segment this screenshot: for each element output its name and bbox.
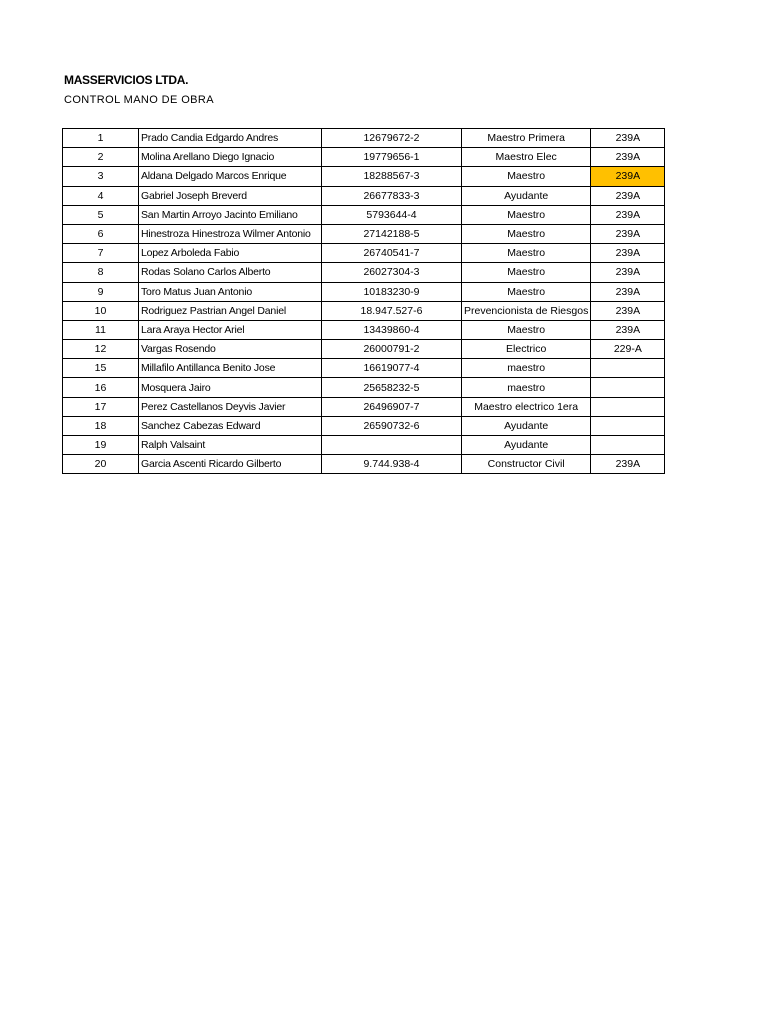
cell-number: 8	[63, 263, 139, 282]
cell-number: 7	[63, 244, 139, 263]
cell-worker-name: Millafilo Antillanca Benito Jose	[139, 359, 322, 378]
cell-rut: 26496907-7	[322, 397, 462, 416]
cell-number: 12	[63, 340, 139, 359]
cell-role: Maestro	[462, 320, 591, 339]
cell-worker-name: Molina Arellano Diego Ignacio	[139, 148, 322, 167]
cell-role: Electrico	[462, 340, 591, 359]
table-row	[63, 205, 665, 224]
cell-role: Maestro	[462, 224, 591, 243]
cell-worker-name: Lopez Arboleda Fabio	[139, 244, 322, 263]
table-row	[63, 186, 665, 205]
cell-code: 239A	[591, 186, 665, 205]
cell-rut: 26027304-3	[322, 263, 462, 282]
cell-rut: 27142188-5	[322, 224, 462, 243]
cell-role: Ayudante	[462, 436, 591, 455]
cell-role: Maestro	[462, 167, 591, 186]
cell-worker-name: Ralph Valsaint	[139, 436, 322, 455]
table-row	[63, 340, 665, 359]
cell-number: 5	[63, 205, 139, 224]
cell-rut: 12679672-2	[322, 129, 462, 148]
cell-worker-name: Rodas Solano Carlos Alberto	[139, 263, 322, 282]
cell-rut: 13439860-4	[322, 320, 462, 339]
cell-worker-name: Gabriel Joseph Breverd	[139, 186, 322, 205]
cell-code	[591, 436, 665, 455]
cell-number: 6	[63, 224, 139, 243]
cell-role: Maestro	[462, 244, 591, 263]
cell-code: 239A	[591, 455, 665, 474]
cell-worker-name: Lara Araya Hector Ariel	[139, 320, 322, 339]
cell-number: 15	[63, 359, 139, 378]
cell-rut: 26590732-6	[322, 416, 462, 435]
cell-worker-name: Aldana Delgado Marcos Enrique	[139, 167, 322, 186]
sheet-subtitle: CONTROL MANO DE OBRA	[64, 94, 214, 106]
cell-number: 9	[63, 282, 139, 301]
cell-rut: 26740541-7	[322, 244, 462, 263]
cell-rut: 10183230-9	[322, 282, 462, 301]
company-name: MASSERVICIOS LTDA.	[64, 73, 189, 87]
cell-number: 4	[63, 186, 139, 205]
cell-code: 239A	[591, 205, 665, 224]
cell-code: 239A	[591, 263, 665, 282]
cell-code: 239A	[591, 129, 665, 148]
cell-worker-name: Vargas Rosendo	[139, 340, 322, 359]
table-row	[63, 397, 665, 416]
cell-number: 2	[63, 148, 139, 167]
cell-rut: 25658232-5	[322, 378, 462, 397]
cell-number: 20	[63, 455, 139, 474]
cell-code	[591, 378, 665, 397]
cell-worker-name: Garcia Ascenti Ricardo Gilberto	[139, 455, 322, 474]
table-row	[63, 148, 665, 167]
cell-number: 16	[63, 378, 139, 397]
table-row	[63, 436, 665, 455]
cell-rut: 9.744.938-4	[322, 455, 462, 474]
cell-number: 1	[63, 129, 139, 148]
table-row	[63, 359, 665, 378]
cell-role: Ayudante	[462, 186, 591, 205]
cell-rut: 18.947.527-6	[322, 301, 462, 320]
table-row	[63, 378, 665, 397]
cell-rut: 19779656-1	[322, 148, 462, 167]
cell-worker-name: Mosquera Jairo	[139, 378, 322, 397]
cell-role: Ayudante	[462, 416, 591, 435]
cell-rut: 26677833-3	[322, 186, 462, 205]
cell-role: Prevencionista de Riesgos	[462, 301, 591, 320]
cell-rut: 5793644-4	[322, 205, 462, 224]
cell-number: 18	[63, 416, 139, 435]
cell-number: 3	[63, 167, 139, 186]
cell-number: 17	[63, 397, 139, 416]
cell-number: 10	[63, 301, 139, 320]
cell-code	[591, 359, 665, 378]
cell-number: 19	[63, 436, 139, 455]
cell-code: 229-A	[591, 340, 665, 359]
cell-role: Maestro Primera	[462, 129, 591, 148]
table-row	[63, 167, 665, 186]
workforce-table-body	[63, 129, 665, 474]
cell-rut: 16619077-4	[322, 359, 462, 378]
cell-worker-name: Sanchez Cabezas Edward	[139, 416, 322, 435]
cell-worker-name: Toro Matus Juan Antonio	[139, 282, 322, 301]
table-row	[63, 320, 665, 339]
cell-worker-name: Rodriguez Pastrian Angel Daniel	[139, 301, 322, 320]
table-row	[63, 301, 665, 320]
cell-code: 239A	[591, 244, 665, 263]
cell-number: 11	[63, 320, 139, 339]
cell-role: Maestro	[462, 282, 591, 301]
table-row	[63, 129, 665, 148]
cell-rut: 26000791-2	[322, 340, 462, 359]
table-row	[63, 416, 665, 435]
table-row	[63, 224, 665, 243]
cell-worker-name: Prado Candia Edgardo Andres	[139, 129, 322, 148]
cell-rut: 18288567-3	[322, 167, 462, 186]
cell-role: Maestro Elec	[462, 148, 591, 167]
cell-worker-name: Perez Castellanos Deyvis Javier	[139, 397, 322, 416]
cell-code: 239A	[591, 167, 665, 186]
cell-role: maestro	[462, 359, 591, 378]
cell-code: 239A	[591, 282, 665, 301]
cell-code: 239A	[591, 320, 665, 339]
cell-code	[591, 397, 665, 416]
table-row	[63, 282, 665, 301]
table-row	[63, 244, 665, 263]
cell-rut	[322, 436, 462, 455]
cell-code: 239A	[591, 224, 665, 243]
cell-role: maestro	[462, 378, 591, 397]
workforce-table	[62, 128, 665, 474]
cell-role: Maestro	[462, 263, 591, 282]
table-row	[63, 455, 665, 474]
cell-worker-name: San Martin Arroyo Jacinto Emiliano	[139, 205, 322, 224]
cell-role: Constructor Civil	[462, 455, 591, 474]
cell-role: Maestro electrico 1era	[462, 397, 591, 416]
cell-worker-name: Hinestroza Hinestroza Wilmer Antonio	[139, 224, 322, 243]
cell-code	[591, 416, 665, 435]
cell-code: 239A	[591, 301, 665, 320]
table-row	[63, 263, 665, 282]
cell-role: Maestro	[462, 205, 591, 224]
cell-code: 239A	[591, 148, 665, 167]
